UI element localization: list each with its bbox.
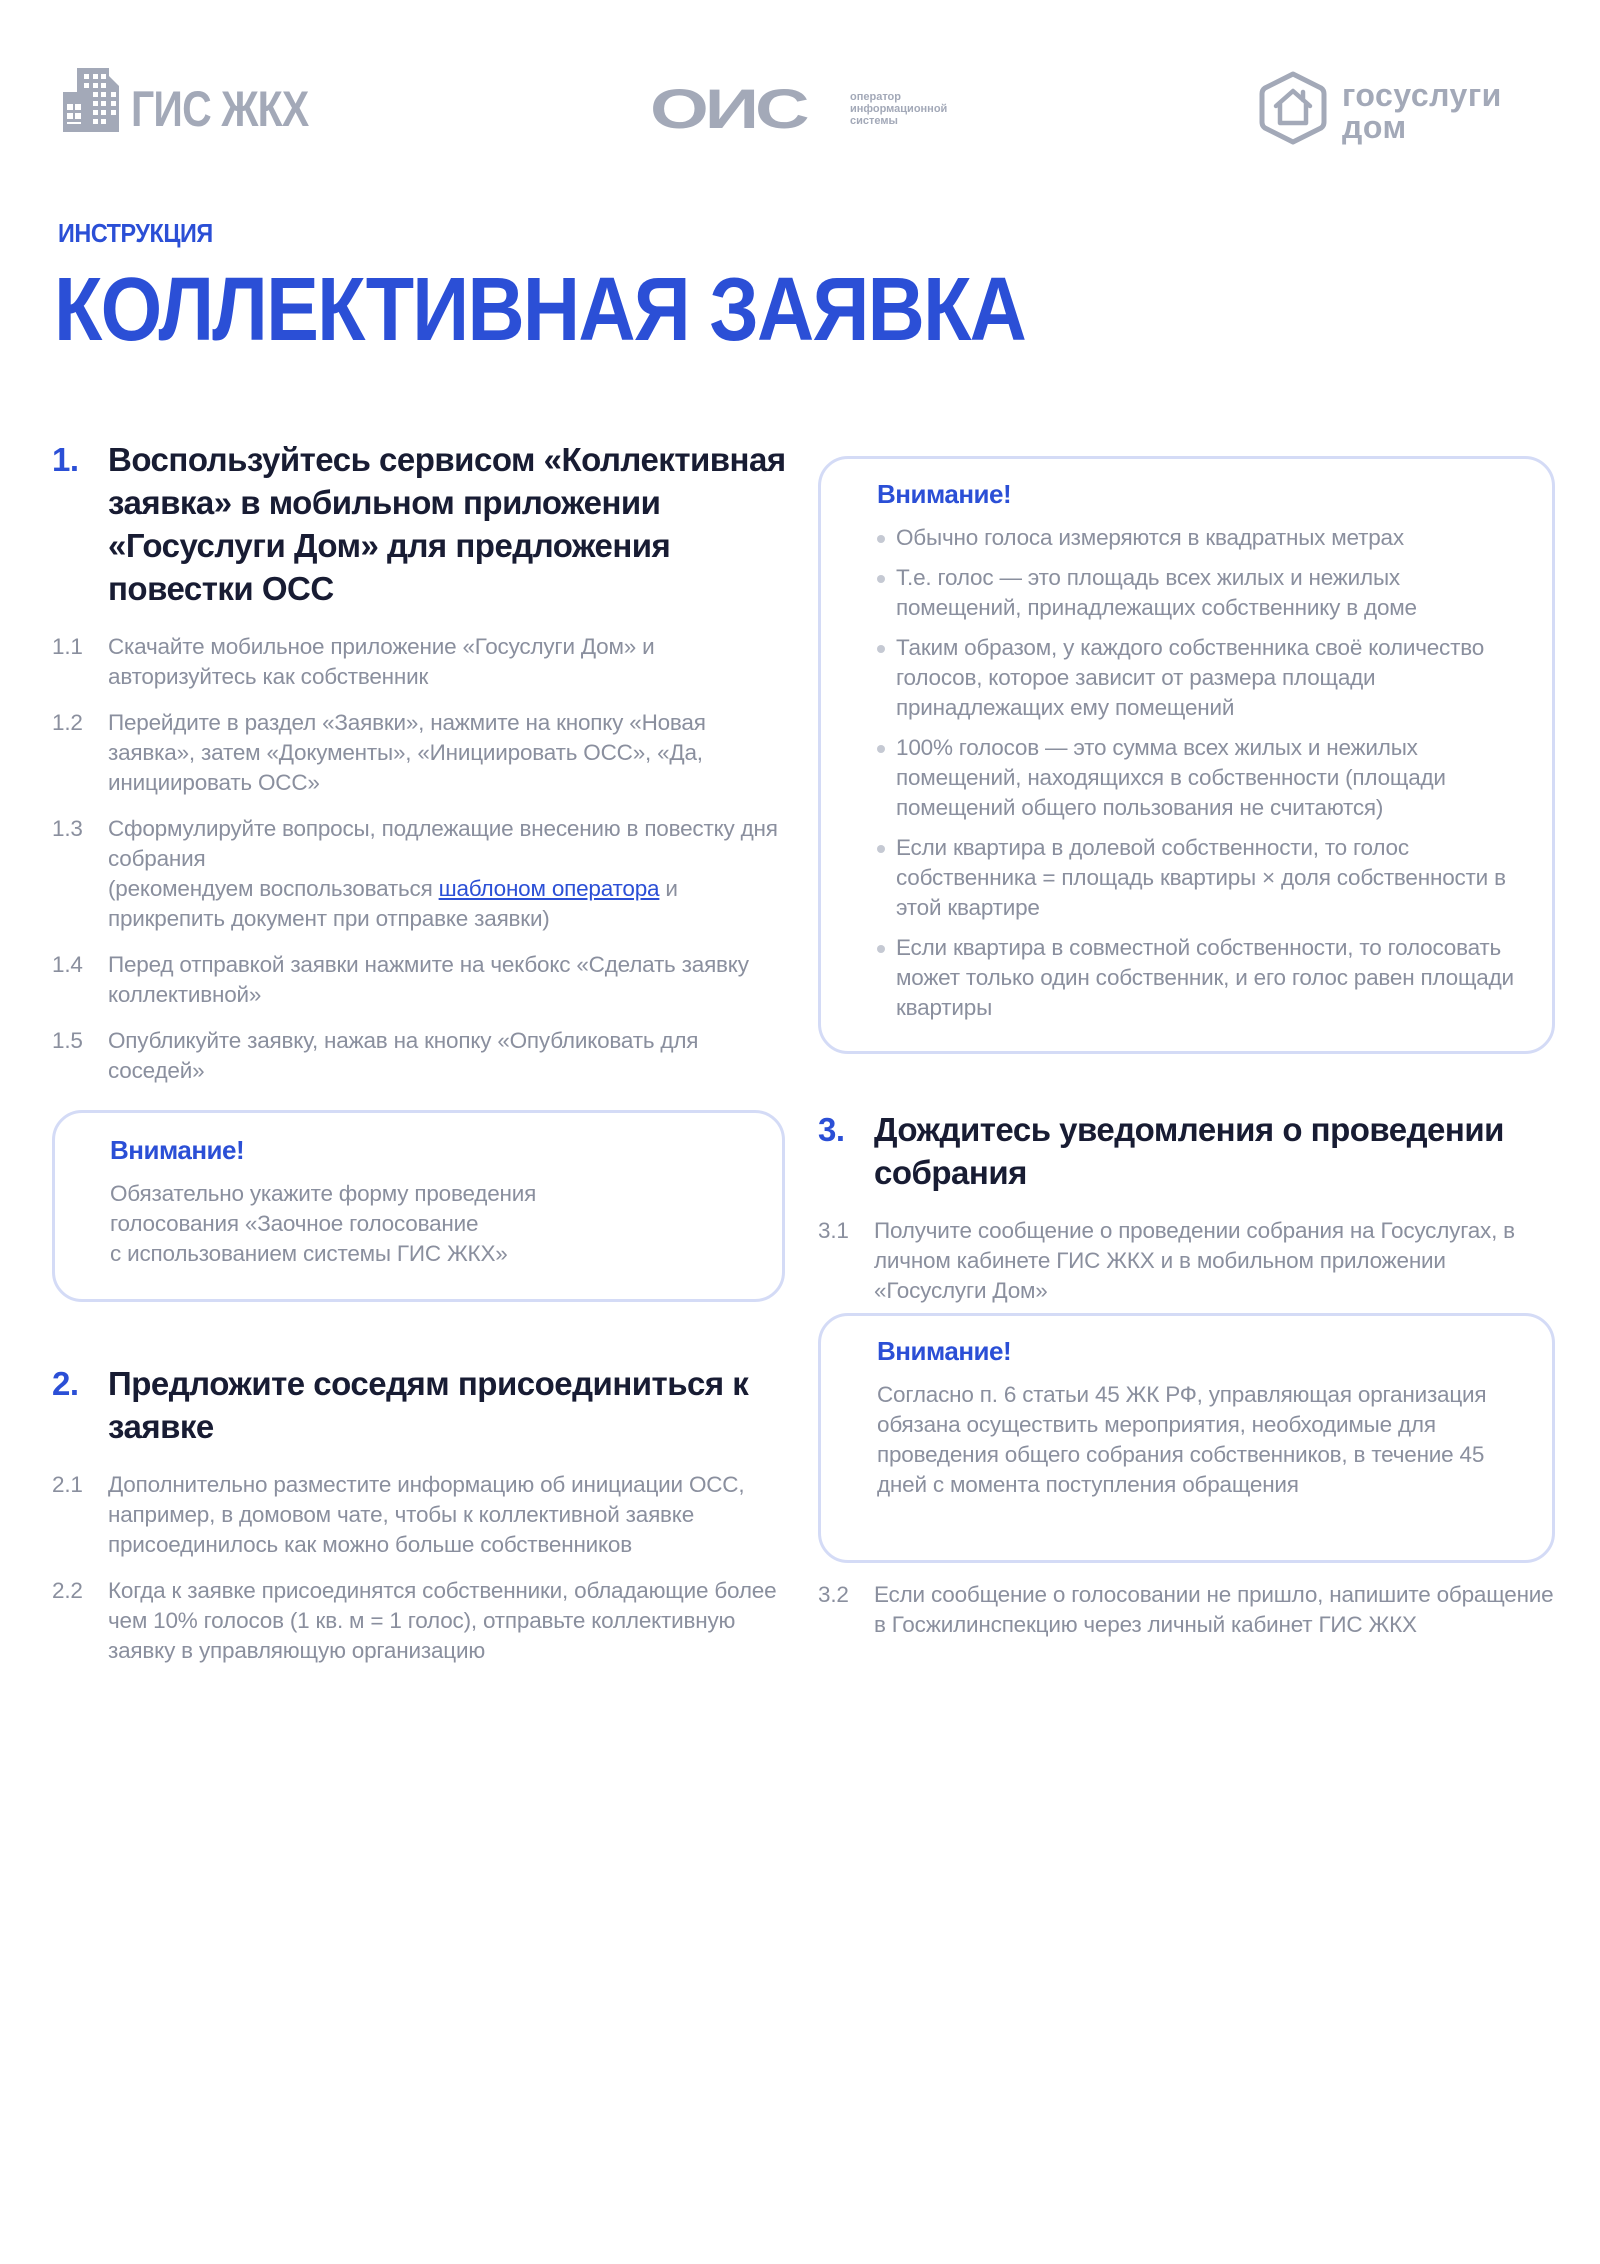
step-number: 1.: [52, 441, 79, 478]
substep-number: 1.2: [52, 710, 83, 735]
notice-bullet: [877, 733, 1522, 823]
notice-heading: Внимание!: [877, 1336, 1012, 1366]
step-title: Воспользуйтесь сервисом «Коллективная заявка» в мобильном приложении «Госуслуги Дом» для предложения повестки ОСС: [108, 441, 786, 607]
ois-logo: [650, 77, 948, 140]
ois-caption-line: оператор: [850, 91, 901, 103]
bullet-text: Обычно голоса измеряются в квадратных метрах: [896, 525, 1404, 550]
substep-item: [52, 708, 792, 798]
notice-text: Согласно п. 6 статьи 45 ЖК РФ, управляющая организация обязана осуществить мероприятия, необходимые для проведения общего собрания собственников, в течение 45 дней с момента поступления обращения: [877, 1382, 1487, 1497]
notice-box-voting-form: [52, 1110, 785, 1302]
substep-text: Перед отправкой заявки нажмите на чекбокс «Сделать заявку коллективной»: [108, 952, 749, 1007]
gosuslugi-line: госуслуги: [1342, 76, 1502, 113]
step-title: Предложите соседям присоединиться к заявке: [108, 1365, 749, 1445]
bullet-text: Т.е. голос — это площадь всех жилых и нежилых помещений, принадлежащих собственнику в доме: [896, 565, 1417, 620]
step-heading: [818, 1108, 1558, 1194]
substep-number: 2.1: [52, 1472, 83, 1497]
ois-caption-line: информационной: [850, 103, 948, 115]
notice-box-votes: [818, 456, 1555, 1054]
bullet-text: Если квартира в долевой собственности, то голос собственника = площадь квартиры × доля собственности в этой квартире: [896, 835, 1506, 920]
substep-text-note-end: и прикрепить документ при отправке заявки): [108, 876, 678, 931]
step-number: 3.: [818, 1111, 845, 1148]
substep-text: Перейдите в раздел «Заявки», нажмите на кнопку «Новая заявка», затем «Документы», «Инициировать ОСС», «Да, инициировать ОСС»: [108, 710, 706, 795]
step-2-section: [52, 1362, 792, 1666]
substep-text-main: Сформулируйте вопросы, подлежащие внесению в повестку дня собрания: [108, 816, 778, 871]
notice-bullet-list: [877, 523, 1522, 1023]
step-number: 2.: [52, 1365, 79, 1402]
substep-number: 1.5: [52, 1028, 83, 1053]
substep-number: 3.2: [818, 1582, 849, 1607]
substep-text: Дополнительно разместите информацию об инициации ОСС, например, в домовом чате, чтобы к коллективной заявке присоединилось как можно больше собственников: [108, 1472, 745, 1557]
page-title: КОЛЛЕКТИВНАЯ ЗАЯВКА: [54, 260, 1026, 360]
bullet-dot-icon: [877, 745, 885, 753]
substep-number: 2.2: [52, 1578, 83, 1603]
substep-text: Скачайте мобильное приложение «Госуслуги Дом» и авторизуйтесь как собственник: [108, 634, 655, 689]
bullet-dot-icon: [877, 645, 885, 653]
notice-bullet: [877, 933, 1522, 1023]
operator-template-link[interactable]: шаблоном оператора: [438, 876, 660, 901]
substep-item: [818, 1216, 1558, 1306]
buildings-icon: [63, 68, 129, 132]
ois-caption-line: системы: [850, 115, 898, 127]
substep-text: Когда к заявке присоединятся собственники, обладающие более чем 10% голосов (1 кв. м = 1 голос), отправьте коллективную заявку в управляющую организацию: [108, 1578, 777, 1663]
notice-heading: Внимание!: [877, 479, 1012, 509]
notice-box-deadline: [818, 1313, 1555, 1563]
house-hexagon-icon: [1258, 70, 1328, 151]
substep-number: 1.1: [52, 634, 83, 659]
notice-text: [110, 1179, 752, 1269]
bullet-text: Таким образом, у каждого собственника своё количество голосов, которое зависит от размера площади принадлежащих ему помещений: [896, 635, 1485, 720]
ois-logo-mark: ОИС: [650, 77, 806, 140]
substep-item: [52, 814, 792, 934]
notice-bullet: [877, 833, 1522, 923]
step-3-section: [818, 1108, 1558, 1306]
substep-text: Если сообщение о голосовании не пришло, напишите обращение в Госжилинспекцию через личный кабинет ГИС ЖКХ: [874, 1582, 1554, 1637]
gis-zhkh-logo: [63, 68, 347, 137]
step-3-continued: [818, 1580, 1558, 1640]
notice-heading: Внимание!: [110, 1135, 245, 1165]
notice-bullet: [877, 523, 1522, 553]
dom-line: дом: [1342, 108, 1407, 145]
notice-line: Обязательно укажите форму проведения: [110, 1181, 537, 1206]
substep-item: [52, 1576, 792, 1666]
step-heading: [52, 1362, 792, 1448]
substep-item: [52, 1470, 792, 1560]
substep-number: 3.1: [818, 1218, 849, 1243]
gosuslugi-dom-logo: [1258, 70, 1502, 151]
substep-text: [108, 814, 792, 934]
gis-zhkh-logo-text: ГИС ЖКХ: [131, 81, 309, 137]
step-title: Дождитесь уведомления о проведении собрания: [874, 1111, 1504, 1191]
step-1-section: [52, 438, 792, 1086]
substep-item: [52, 950, 792, 1010]
bullet-dot-icon: [877, 535, 885, 543]
substep-text-note: (рекомендуем воспользоваться: [108, 876, 439, 901]
step-heading: [52, 438, 792, 610]
bullet-text: Если квартира в совместной собственности, то голосовать может только один собственник, и его голос равен площади квартиры: [896, 935, 1514, 1020]
bullet-dot-icon: [877, 945, 885, 953]
notice-bullet: [877, 633, 1522, 723]
bullet-text: 100% голосов — это сумма всех жилых и нежилых помещений, находящихся в собственности (площади помещений общего пользования не считаются): [896, 735, 1446, 820]
substep-number: 1.4: [52, 952, 83, 977]
substep-item: [52, 632, 792, 692]
substep-text: Получите сообщение о проведении собрания на Госуслугах, в личном кабинете ГИС ЖКХ и в мобильном приложении «Госуслуги Дом»: [874, 1218, 1515, 1303]
substep-item: [52, 1026, 792, 1086]
bullet-dot-icon: [877, 845, 885, 853]
notice-bullet: [877, 563, 1522, 623]
notice-line: голосования «Заочное голосование: [110, 1211, 479, 1236]
gosuslugi-dom-logo-text: [1342, 76, 1502, 145]
substep-number: 1.3: [52, 816, 83, 841]
substep-text: Опубликуйте заявку, нажав на кнопку «Опубликовать для соседей»: [108, 1028, 699, 1083]
notice-line: с использованием системы ГИС ЖКХ»: [110, 1241, 508, 1266]
substep-item: [818, 1580, 1558, 1640]
bullet-dot-icon: [877, 575, 885, 583]
kicker-label: ИНСТРУКЦИЯ: [58, 218, 213, 248]
